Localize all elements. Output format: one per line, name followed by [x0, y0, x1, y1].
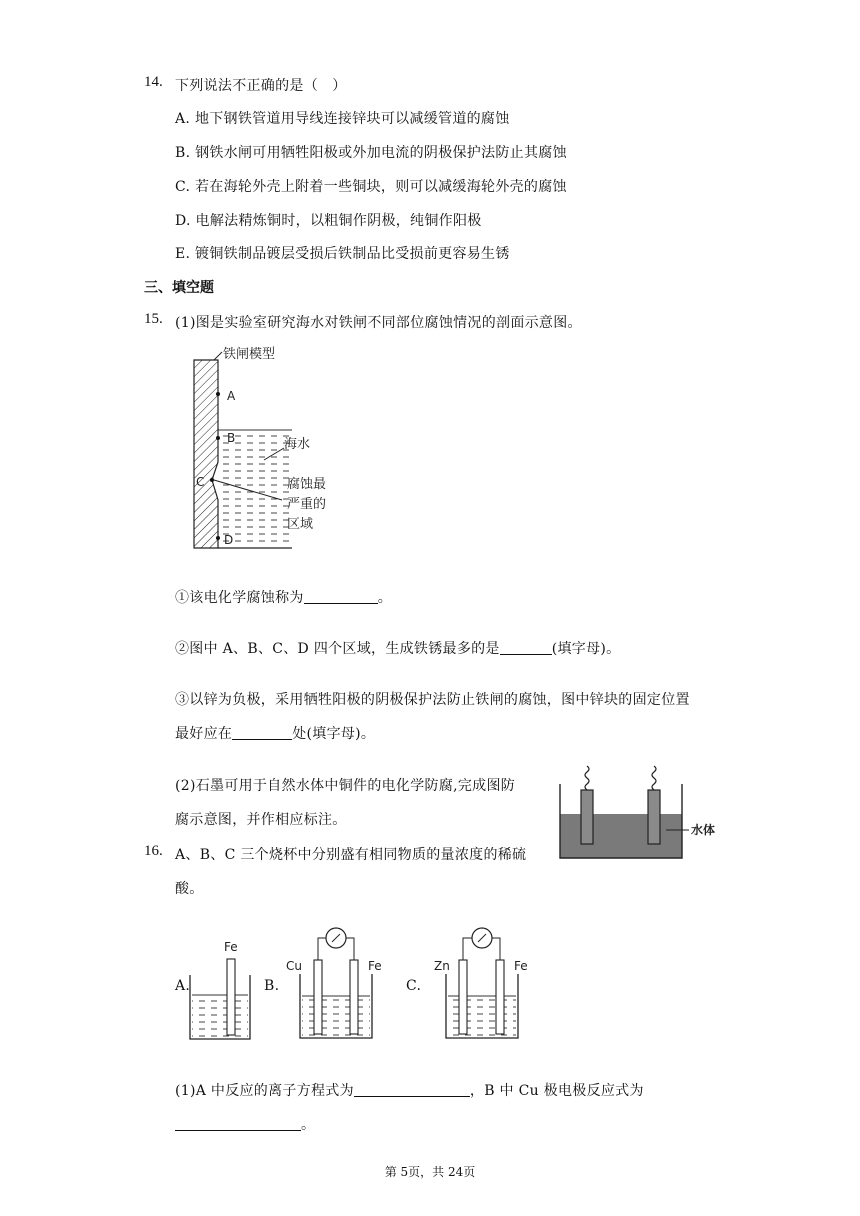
- seawater-label: 海水: [284, 437, 311, 452]
- answer-blank[interactable]: [175, 1116, 301, 1131]
- answer-blank[interactable]: [354, 1082, 470, 1097]
- q16-stem-line2: 酸。: [175, 881, 204, 897]
- q14-option-c: [175, 176, 567, 196]
- cu-electrode: [314, 960, 322, 1034]
- beaker-c-label: C.: [406, 978, 422, 994]
- point-b-label: B: [227, 431, 236, 445]
- option-label: D.: [175, 213, 191, 229]
- point-c-label: C: [196, 475, 205, 489]
- corrosion-label-2: 严重的: [287, 497, 327, 512]
- q14-option-d: [175, 210, 482, 230]
- q15-part2-line2: 腐示意图，并作相应标注。: [175, 812, 347, 828]
- corrosion-label-1: 腐蚀最: [287, 477, 327, 492]
- beaker-b-figure: [284, 920, 388, 1045]
- beaker-a-figure: [186, 935, 256, 1045]
- q15-sub3-line1: ③以锌为负极，采用牺牲阳极的阴极保护法防止铁闸的腐蚀，图中锌块的固定位置: [175, 692, 690, 708]
- fe-electrode: [350, 960, 358, 1034]
- q14-option-e: [175, 243, 510, 263]
- option-text: 地下钢铁管道用导线连接锌块可以减缓管道的腐蚀: [194, 111, 510, 127]
- option-label: C.: [175, 179, 191, 195]
- q14-option-b: [175, 142, 567, 162]
- q14-number: 14.: [144, 74, 163, 90]
- option-text: 镀铜铁制品镀层受损后铁制品比受损前更容易生锈: [195, 246, 510, 262]
- q15-sub3-line2: 最好应在 处(填字母)。: [175, 726, 376, 742]
- beaker-a-label: A.: [175, 978, 191, 994]
- q15-part1-intro: (1)图是实验室研究海水对铁闸不同部位腐蚀情况的剖面示意图。: [175, 315, 582, 331]
- electrode-left: [581, 790, 593, 844]
- answer-blank[interactable]: [232, 725, 292, 740]
- seawater-region: [218, 430, 292, 548]
- q15-part2-line1: (2)石墨可用于自然水体中铜件的电化学防腐,完成图防: [175, 778, 516, 794]
- fe-electrode: [496, 960, 504, 1034]
- q15-number: 15.: [144, 311, 163, 327]
- beaker-b-left: Cu: [286, 959, 302, 973]
- option-text: 若在海轮外壳上附着一些铜块，则可以减缓海轮外壳的腐蚀: [195, 179, 567, 195]
- beaker-b-label: B.: [264, 978, 280, 994]
- gate-body: [194, 360, 218, 548]
- iron-gate-figure: [186, 342, 336, 554]
- option-text: 钢铁水闸可用牺牲阳极或外加电流的阴极保护法防止其腐蚀: [195, 145, 567, 161]
- beaker-c-left: Zn: [434, 959, 450, 973]
- page-footer: 第 5页，共 24页: [384, 1165, 476, 1179]
- zn-electrode: [459, 960, 467, 1034]
- beaker-c-right: Fe: [514, 959, 528, 973]
- q14-option-a: [175, 108, 510, 128]
- point-d-label: D: [224, 533, 234, 547]
- q15-sub1: ①该电化学腐蚀称为 。: [175, 590, 393, 606]
- section-title: 三、填空题: [144, 280, 214, 296]
- water-body-figure: [556, 762, 722, 864]
- corrosion-label-3: 区域: [287, 517, 314, 532]
- wire-right: [652, 766, 656, 790]
- wire-left: [585, 766, 589, 790]
- answer-blank[interactable]: [304, 589, 378, 604]
- electrode-right: [648, 790, 660, 844]
- q16-sub1-line2: 。: [175, 1114, 315, 1134]
- option-label: B.: [175, 145, 191, 161]
- beaker-c-figure: [428, 920, 532, 1045]
- option-label: A.: [175, 111, 191, 127]
- gate-model-label: 铁闸模型: [223, 347, 276, 362]
- q16-stem-line1: A、B、C 三个烧杯中分别盛有相同物质的量浓度的稀硫: [175, 847, 527, 863]
- q16-number: 16.: [144, 843, 163, 859]
- point-a-label: A: [227, 389, 236, 403]
- q15-sub2: ②图中 A、B、C、D 四个区域，生成铁锈最多的是 (填字母)。: [175, 641, 621, 657]
- option-text: 电解法精炼铜时，以粗铜作阴极，纯铜作阳极: [195, 213, 482, 229]
- q16-sub1-line1: (1)A 中反应的离子方程式为 ，B 中 Cu 极电极反应式为: [175, 1083, 644, 1099]
- beaker-a-electrode: Fe: [224, 940, 238, 954]
- answer-blank[interactable]: [500, 640, 552, 655]
- option-label: E.: [175, 246, 191, 262]
- beaker-b-right: Fe: [368, 959, 382, 973]
- water-label: 水体: [691, 823, 716, 837]
- fe-electrode: [227, 959, 235, 1035]
- water-body: [560, 814, 682, 858]
- q14-stem: 下列说法不正确的是（ ）: [175, 78, 347, 94]
